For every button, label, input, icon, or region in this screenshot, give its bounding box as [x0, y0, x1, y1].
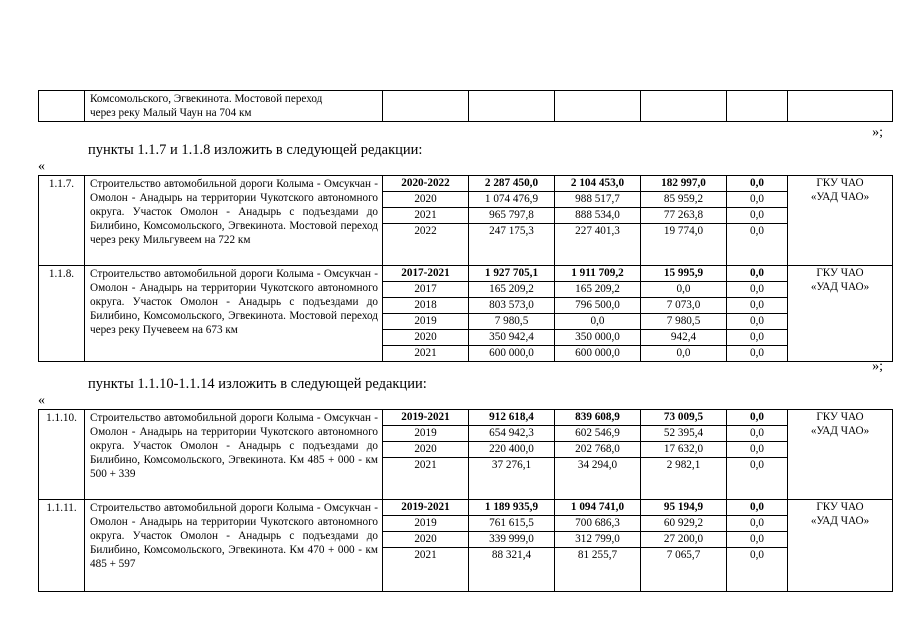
- value-row: [469, 282, 554, 298]
- federal-amount-value: 1 094 741,0: [555, 500, 640, 516]
- other-amount-value: 0,0: [750, 225, 764, 237]
- row-number: 1.1.10.: [39, 410, 85, 500]
- responsible-org: ГКУ ЧАО «УАД ЧАО»: [788, 266, 893, 362]
- value-row: [727, 548, 787, 564]
- federal-amount-list: [555, 500, 640, 563]
- value-row: [383, 176, 468, 192]
- value-row: [469, 500, 554, 516]
- other-amount-value: 0,0: [750, 549, 764, 561]
- value-row: [383, 192, 468, 208]
- value-row: [555, 224, 640, 240]
- year-value: 2020: [383, 442, 468, 458]
- total-amount-value: 350 942,4: [469, 330, 554, 346]
- other-amount-value: 0,0: [727, 208, 787, 224]
- other-amount-value: 0,0: [727, 192, 787, 208]
- other-amount-list: [727, 500, 787, 563]
- value-row: [641, 330, 726, 346]
- other-amount-value: 0,0: [750, 347, 764, 359]
- value-row: [383, 442, 468, 458]
- value-row: [727, 192, 787, 208]
- value-row: [383, 500, 468, 516]
- regional-amount-value: 942,4: [641, 330, 726, 346]
- value-row: [383, 346, 468, 362]
- value-row: [727, 266, 787, 282]
- value-row: [555, 516, 640, 532]
- table-row: [39, 91, 893, 122]
- value-row: [727, 458, 787, 474]
- value-row: [469, 266, 554, 282]
- regional-amount-value: 7 073,0: [641, 298, 726, 314]
- value-row: [469, 442, 554, 458]
- regional-amount-cell: [641, 176, 727, 266]
- value-row: [727, 532, 787, 548]
- other-amount-cell: [727, 266, 788, 362]
- value-row: [641, 208, 726, 224]
- year-value: 2018: [383, 298, 468, 314]
- value-row: [727, 224, 787, 240]
- value-row: [469, 224, 554, 240]
- federal-amount-value: 2 104 453,0: [555, 176, 640, 192]
- row-description: Комсомольского, Эгвекинота. Мостовой переход через реку Малый Чаун на 704 км: [90, 93, 323, 119]
- table-row: [39, 266, 893, 362]
- year-list: [383, 410, 468, 473]
- responsible-org: ГКУ ЧАО «УАД ЧАО»: [788, 176, 893, 266]
- total-amount-value: 339 999,0: [469, 532, 554, 548]
- value-row: [727, 314, 787, 330]
- total-amount-cell: [469, 500, 555, 592]
- federal-amount-list: [555, 266, 640, 361]
- value-row: [641, 532, 726, 548]
- regional-amount-value: 17 632,0: [641, 442, 726, 458]
- federal-amount-value: 34 294,0: [577, 459, 618, 471]
- value-row: [383, 208, 468, 224]
- federal-amount-list: [555, 176, 640, 239]
- value-row: [641, 314, 726, 330]
- other-amount-value: 0,0: [727, 532, 787, 548]
- value-row: [555, 298, 640, 314]
- total-amount-value: 1 074 476,9: [469, 192, 554, 208]
- year-list: [383, 500, 468, 563]
- value-row: [555, 346, 640, 362]
- federal-amount-value: 312 799,0: [555, 532, 640, 548]
- value-row: [383, 426, 468, 442]
- other-amount-value: 0,0: [727, 426, 787, 442]
- table-row: [39, 500, 893, 592]
- total-amount-value: 247 175,3: [489, 225, 534, 237]
- other-amount-cell: [727, 500, 788, 592]
- year-value: 2019-2021: [383, 500, 468, 516]
- value-row: [727, 208, 787, 224]
- other-amount-list: [727, 176, 787, 239]
- year-value: 2019: [383, 516, 468, 532]
- value-row: [469, 458, 554, 474]
- value-row: [383, 298, 468, 314]
- value-row: [555, 330, 640, 346]
- section-heading: пункты 1.1.10-1.1.14 изложить в следующей редакции:: [88, 376, 427, 392]
- year-value: 2021: [414, 549, 437, 561]
- value-row: [469, 516, 554, 532]
- total-amount-value: 761 615,5: [469, 516, 554, 532]
- other-amount-cell: [727, 176, 788, 266]
- value-row: [383, 224, 468, 240]
- year-value: 2020-2022: [383, 176, 468, 192]
- value-row: [555, 282, 640, 298]
- regional-amount-value: 19 774,0: [663, 225, 704, 237]
- federal-amount-value: 839 608,9: [555, 410, 640, 426]
- other-amount-value: 0,0: [727, 298, 787, 314]
- value-row: [727, 500, 787, 516]
- value-row: [727, 442, 787, 458]
- federal-amount-value: 165 209,2: [555, 282, 640, 298]
- total-amount-list: [469, 266, 554, 361]
- opening-quote: «: [38, 159, 45, 174]
- other-amount-value: 0,0: [727, 330, 787, 346]
- total-amount-value: 2 287 450,0: [469, 176, 554, 192]
- value-row: [641, 176, 726, 192]
- regional-amount-list: [641, 266, 726, 361]
- value-row: [555, 410, 640, 426]
- projects-table-2: [38, 409, 893, 592]
- year-value: 2020: [383, 532, 468, 548]
- row-description: Строительство автомобильной дороги Колыма - Омсукчан - Омолон - Анадырь на территории Чукотского автономного округа. Участок Омолон - Анадырь с подъездами до Билибино, Комсомольского, Эгвекинота. Мостовой переход через реку Мильгувеем на 722 км: [90, 178, 378, 246]
- value-row: [383, 266, 468, 282]
- federal-amount-value: 600 000,0: [575, 347, 620, 359]
- value-row: [469, 532, 554, 548]
- value-row: [641, 426, 726, 442]
- value-row: [555, 532, 640, 548]
- total-amount-value: 37 276,1: [491, 459, 532, 471]
- federal-amount-value: 202 768,0: [555, 442, 640, 458]
- regional-amount-value: 52 395,4: [641, 426, 726, 442]
- year-value: 2019: [383, 426, 468, 442]
- value-row: [383, 282, 468, 298]
- value-row: [641, 346, 726, 362]
- value-row: [555, 176, 640, 192]
- regional-amount-value: 182 997,0: [641, 176, 726, 192]
- year-value: 2020: [383, 330, 468, 346]
- row-number: 1.1.7.: [39, 176, 85, 266]
- row-description-cell: [85, 266, 383, 362]
- total-amount-list: [469, 176, 554, 239]
- value-row: [555, 426, 640, 442]
- responsible-org: ГКУ ЧАО «УАД ЧАО»: [788, 410, 893, 500]
- total-amount-value: 1 927 705,1: [469, 266, 554, 282]
- year-value: 2017: [383, 282, 468, 298]
- federal-amount-cell: [555, 410, 641, 500]
- value-row: [555, 208, 640, 224]
- value-row: [641, 500, 726, 516]
- value-row: [555, 458, 640, 474]
- value-row: [383, 458, 468, 474]
- row-description-cell: [85, 500, 383, 592]
- regional-amount-value: 77 263,8: [641, 208, 726, 224]
- value-row: [555, 314, 640, 330]
- table-row: [39, 410, 893, 500]
- total-amount-cell: [469, 410, 555, 500]
- total-amount-list: [469, 500, 554, 563]
- section-heading: пункты 1.1.7 и 1.1.8 изложить в следующей редакции:: [88, 142, 423, 158]
- row-description: Строительство автомобильной дороги Колыма - Омсукчан - Омолон - Анадырь на территории Чукотского автономного округа. Участок Омолон - Анадырь с подъездами до Билибино, Комсомольского, Эгвекинота. Км 485 + 000 - км 500 + 339: [90, 412, 378, 480]
- value-row: [469, 330, 554, 346]
- year-value: 2021: [383, 208, 468, 224]
- value-row: [383, 548, 468, 564]
- value-row: [727, 330, 787, 346]
- year-value: 2022: [414, 225, 437, 237]
- value-row: [727, 426, 787, 442]
- regional-amount-value: 7 065,7: [666, 549, 701, 561]
- value-row: [555, 500, 640, 516]
- responsible-org: ГКУ ЧАО «УАД ЧАО»: [788, 500, 893, 592]
- year-list: [383, 266, 468, 361]
- other-amount-value: 0,0: [727, 176, 787, 192]
- total-amount-cell: [469, 266, 555, 362]
- total-amount-value: 88 321,4: [491, 549, 532, 561]
- regional-amount-cell: [641, 410, 727, 500]
- year-list: [383, 176, 468, 239]
- value-row: [555, 192, 640, 208]
- year-cell: [383, 500, 469, 592]
- total-amount-value: 600 000,0: [489, 347, 534, 359]
- value-row: [469, 208, 554, 224]
- total-amount-list: [469, 410, 554, 473]
- other-amount-list: [727, 410, 787, 473]
- value-row: [641, 224, 726, 240]
- year-value: 2021: [414, 347, 437, 359]
- value-row: [469, 192, 554, 208]
- value-row: [469, 298, 554, 314]
- year-cell: [383, 176, 469, 266]
- federal-amount-cell: [555, 500, 641, 592]
- federal-amount-list: [555, 410, 640, 473]
- value-row: [383, 314, 468, 330]
- regional-amount-value: 60 929,2: [641, 516, 726, 532]
- federal-amount-cell: [555, 176, 641, 266]
- federal-amount-value: 350 000,0: [555, 330, 640, 346]
- closing-quote: »;: [872, 125, 883, 140]
- regional-amount-list: [641, 500, 726, 563]
- value-row: [469, 548, 554, 564]
- row-description: Строительство автомобильной дороги Колыма - Омсукчан - Омолон - Анадырь на территории Чукотского автономного округа. Участок Омолон - Анадырь с подъездами до Билибино, Комсомольского, Эгвекинота. Мостовой переход через реку Пучевеем на 673 км: [90, 268, 378, 336]
- total-amount-value: 7 980,5: [469, 314, 554, 330]
- regional-amount-list: [641, 176, 726, 239]
- opening-quote: «: [38, 393, 45, 408]
- other-amount-list: [727, 266, 787, 361]
- regional-amount-value: 2 982,1: [666, 459, 701, 471]
- year-value: 2019: [383, 314, 468, 330]
- other-amount-value: 0,0: [727, 282, 787, 298]
- other-amount-value: 0,0: [727, 266, 787, 282]
- top-table-fragment: [38, 90, 893, 122]
- value-row: [641, 548, 726, 564]
- value-row: [383, 516, 468, 532]
- year-cell: [383, 410, 469, 500]
- value-row: [727, 282, 787, 298]
- regional-amount-value: 0,0: [641, 282, 726, 298]
- other-amount-value: 0,0: [727, 500, 787, 516]
- total-amount-value: 912 618,4: [469, 410, 554, 426]
- federal-amount-value: 700 686,3: [555, 516, 640, 532]
- value-row: [641, 192, 726, 208]
- value-row: [641, 442, 726, 458]
- total-amount-value: 165 209,2: [469, 282, 554, 298]
- value-row: [469, 176, 554, 192]
- federal-amount-value: 988 517,7: [555, 192, 640, 208]
- value-row: [555, 548, 640, 564]
- value-row: [469, 426, 554, 442]
- regional-amount-value: 27 200,0: [641, 532, 726, 548]
- value-row: [727, 410, 787, 426]
- year-value: 2017-2021: [383, 266, 468, 282]
- value-row: [469, 346, 554, 362]
- value-row: [383, 410, 468, 426]
- regional-amount-list: [641, 410, 726, 473]
- total-amount-value: 965 797,8: [469, 208, 554, 224]
- federal-amount-value: 81 255,7: [577, 549, 618, 561]
- regional-amount-cell: [641, 266, 727, 362]
- value-row: [641, 266, 726, 282]
- value-row: [469, 314, 554, 330]
- year-cell: [383, 266, 469, 362]
- regional-amount-value: 95 194,9: [641, 500, 726, 516]
- value-row: [641, 298, 726, 314]
- row-description-cell: [85, 410, 383, 500]
- value-row: [641, 516, 726, 532]
- value-row: [383, 330, 468, 346]
- value-row: [641, 458, 726, 474]
- total-amount-value: 654 942,3: [469, 426, 554, 442]
- row-number: 1.1.11.: [39, 500, 85, 592]
- regional-amount-value: 85 959,2: [641, 192, 726, 208]
- year-value: 2019-2021: [383, 410, 468, 426]
- row-description: Строительство автомобильной дороги Колыма - Омсукчан - Омолон - Анадырь на территории Чукотского автономного округа. Участок Омолон - Анадырь с подъездами до Билибино, Комсомольского, Эгвекинота. Км 470 + 000 - км 485 + 597: [90, 502, 378, 570]
- value-row: [469, 410, 554, 426]
- value-row: [727, 346, 787, 362]
- total-amount-value: 1 189 935,9: [469, 500, 554, 516]
- regional-amount-cell: [641, 500, 727, 592]
- federal-amount-value: 796 500,0: [555, 298, 640, 314]
- total-amount-value: 803 573,0: [469, 298, 554, 314]
- year-value: 2020: [383, 192, 468, 208]
- value-row: [383, 532, 468, 548]
- table-row: [39, 176, 893, 266]
- value-row: [641, 282, 726, 298]
- value-row: [727, 516, 787, 532]
- total-amount-value: 220 400,0: [469, 442, 554, 458]
- value-row: [555, 266, 640, 282]
- row-number: 1.1.8.: [39, 266, 85, 362]
- value-row: [727, 176, 787, 192]
- federal-amount-value: 0,0: [555, 314, 640, 330]
- other-amount-value: 0,0: [750, 459, 764, 471]
- regional-amount-value: 0,0: [676, 347, 691, 359]
- federal-amount-value: 227 401,3: [575, 225, 620, 237]
- federal-amount-cell: [555, 266, 641, 362]
- value-row: [727, 298, 787, 314]
- projects-table-1: [38, 175, 893, 362]
- row-description-cell: [85, 176, 383, 266]
- regional-amount-value: 15 995,9: [641, 266, 726, 282]
- federal-amount-value: 888 534,0: [555, 208, 640, 224]
- other-amount-value: 0,0: [727, 314, 787, 330]
- other-amount-cell: [727, 410, 788, 500]
- other-amount-value: 0,0: [727, 442, 787, 458]
- federal-amount-value: 602 546,9: [555, 426, 640, 442]
- regional-amount-value: 7 980,5: [641, 314, 726, 330]
- total-amount-cell: [469, 176, 555, 266]
- other-amount-value: 0,0: [727, 516, 787, 532]
- other-amount-value: 0,0: [727, 410, 787, 426]
- federal-amount-value: 1 911 709,2: [555, 266, 640, 282]
- value-row: [641, 410, 726, 426]
- year-value: 2021: [414, 459, 437, 471]
- regional-amount-value: 73 009,5: [641, 410, 726, 426]
- closing-quote: »;: [872, 359, 883, 374]
- value-row: [555, 442, 640, 458]
